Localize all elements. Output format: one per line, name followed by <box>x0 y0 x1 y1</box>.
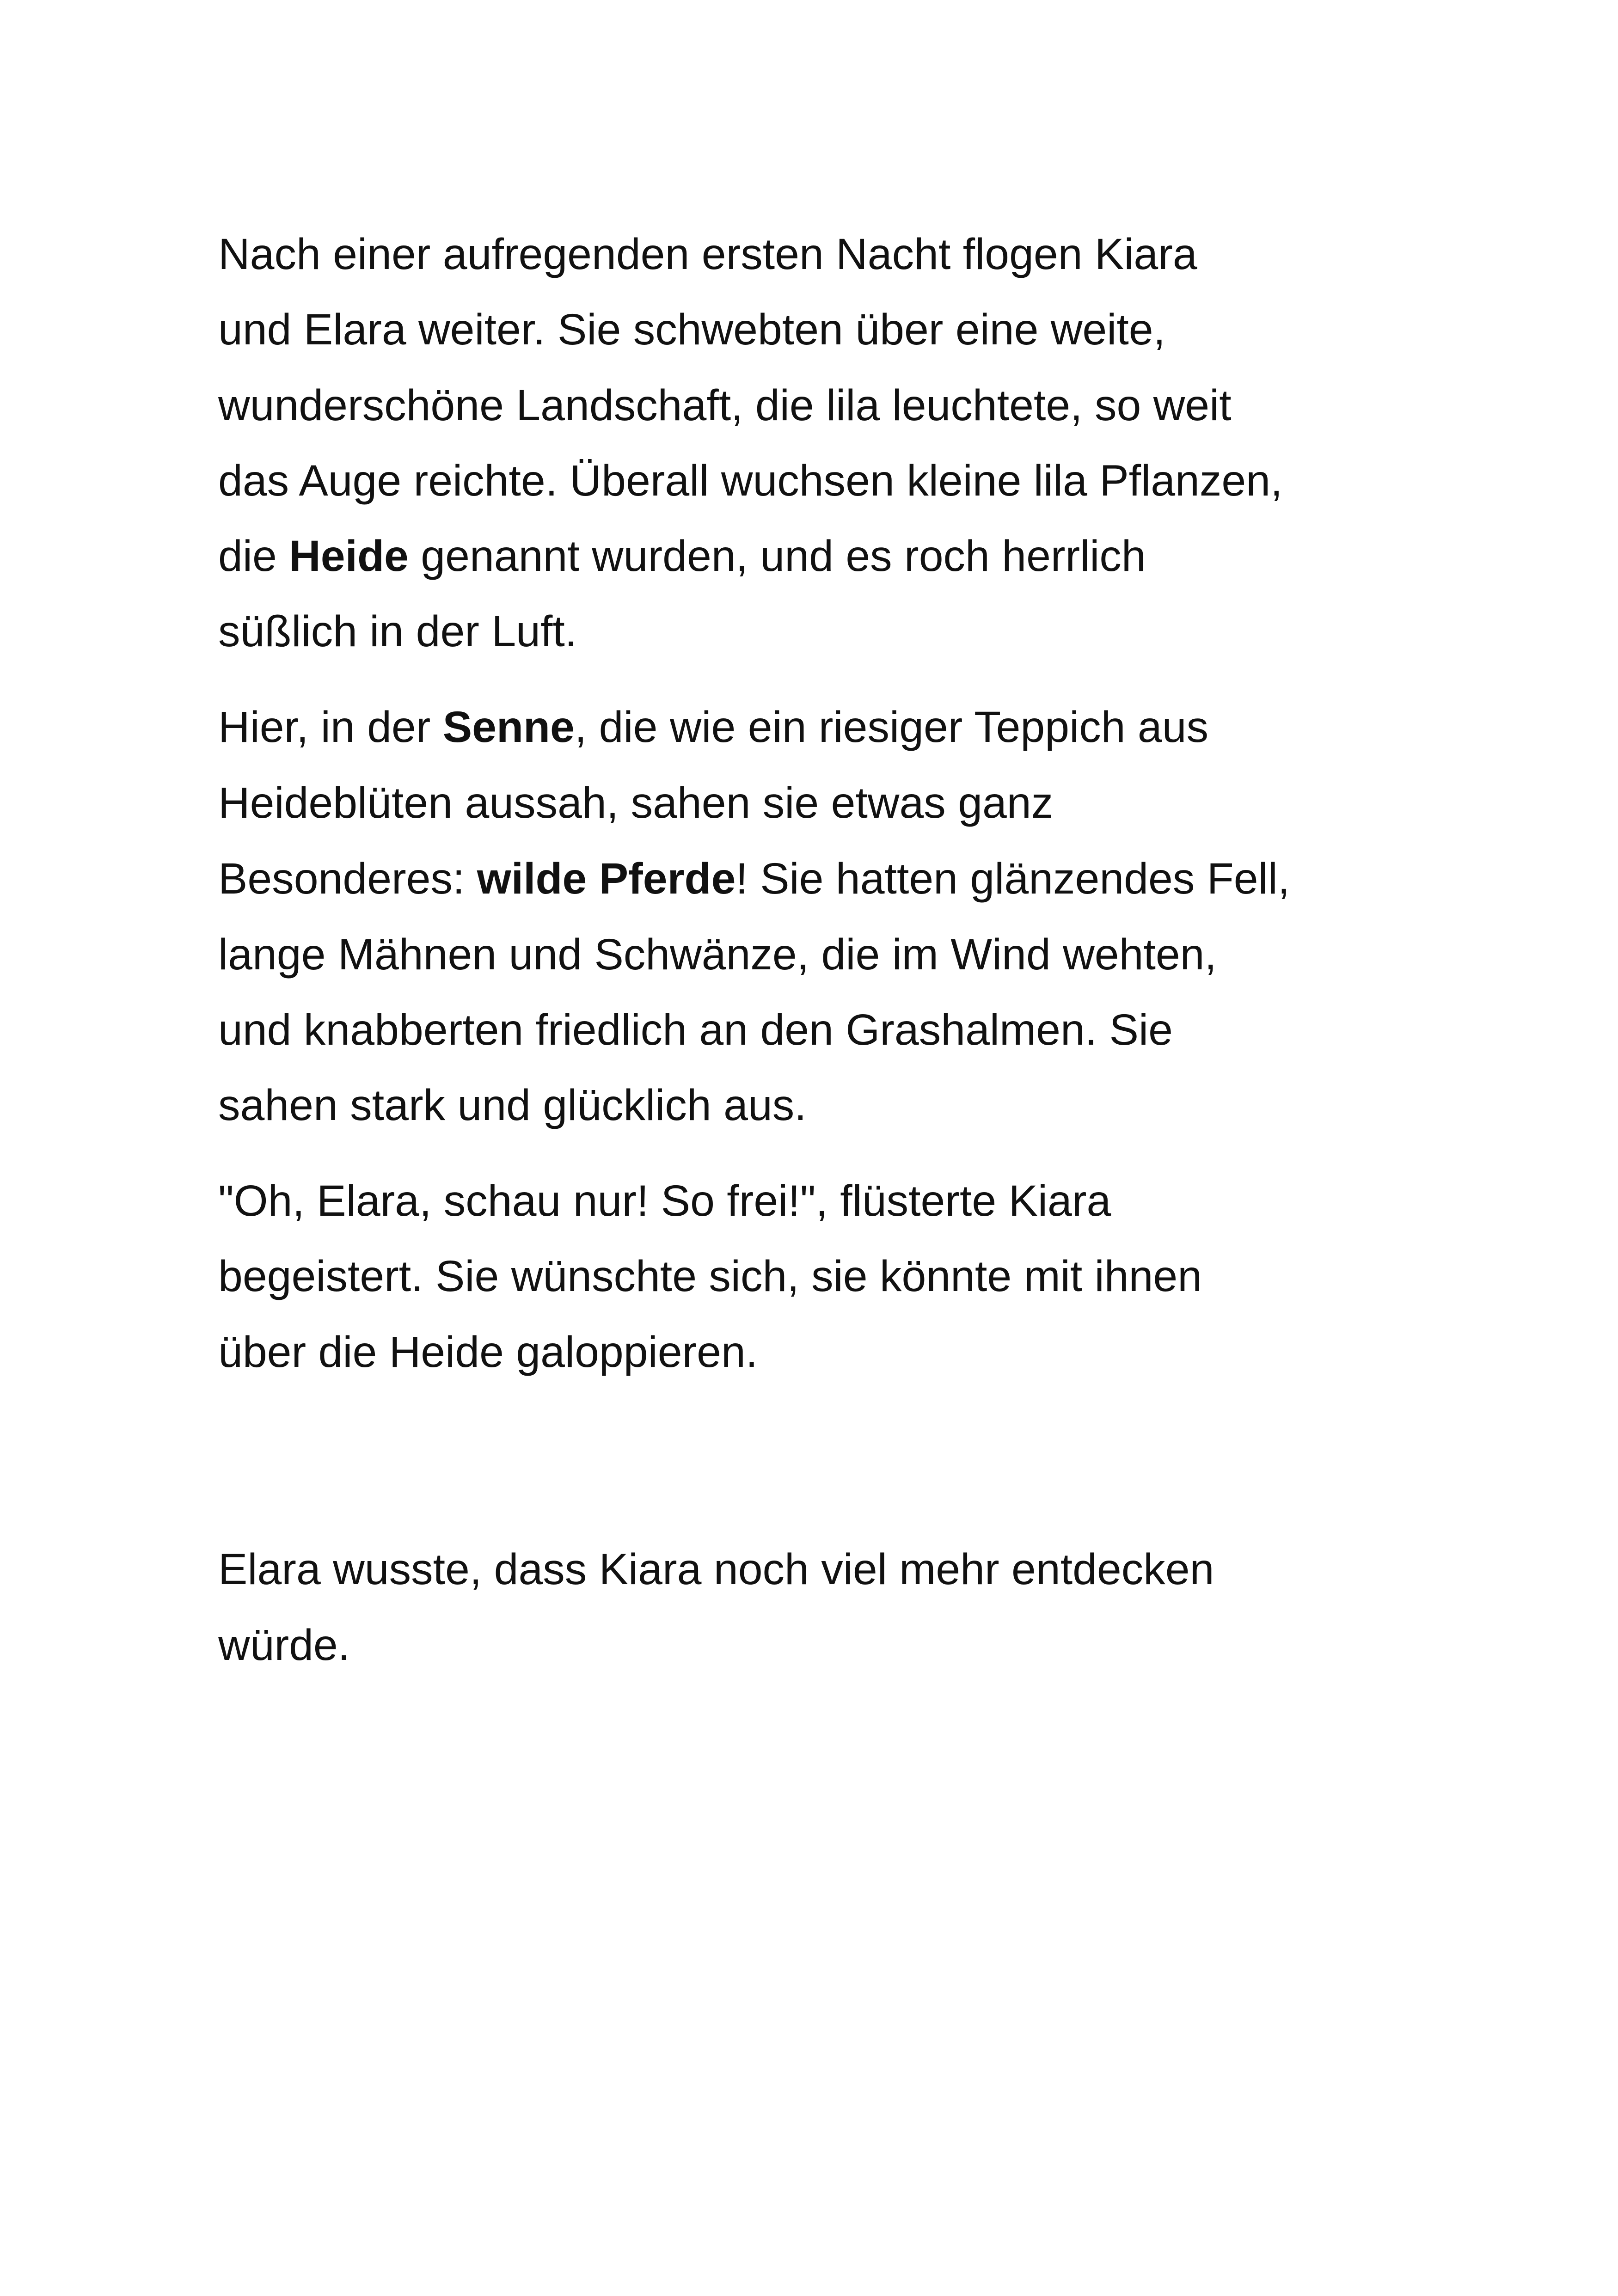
text-segment: ! Sie hatten glänzendes Fell, <box>735 854 1290 903</box>
paragraph-2-line-5: und knabberten friedlich an den Grashalmen. Sie <box>218 1005 1173 1054</box>
paragraph-1-line-3: wunderschöne Landschaft, die lila leuchtete, so weit <box>218 381 1232 430</box>
paragraph-3-line-2: begeistert. Sie wünschte sich, sie könnte mit ihnen <box>218 1252 1202 1301</box>
paragraph-3-line-1: "Oh, Elara, schau nur! So frei!", flüsterte Kiara <box>218 1176 1111 1225</box>
paragraph-1-line-5 <box>218 526 1146 586</box>
text-segment: genannt wurden, und es roch herrlich <box>408 532 1146 581</box>
bold-term-senne: Senne <box>442 703 575 752</box>
paragraph-1-line-2: und Elara weiter. Sie schwebten über eine weite, <box>218 305 1165 354</box>
bold-term-heide: Heide <box>289 532 409 581</box>
text-segment: , die wie ein riesiger Teppich aus <box>574 703 1209 752</box>
paragraph-1-line-1: Nach einer aufregenden ersten Nacht flogen Kiara <box>218 230 1197 279</box>
text-segment: Besonderes: <box>218 854 477 903</box>
paragraph-2-line-1 <box>218 697 1208 757</box>
text-segment: Hier, in der <box>218 703 443 752</box>
paragraph-1-line-4: das Auge reichte. Überall wuchsen kleine lila Pflanzen, <box>218 456 1283 505</box>
paragraph-4-line-2: würde. <box>218 1621 350 1670</box>
paragraph-2-line-3 <box>218 849 1290 909</box>
paragraph-2-line-4: lange Mähnen und Schwänze, die im Wind wehten, <box>218 930 1217 979</box>
text-segment: die <box>218 532 289 581</box>
paragraph-4-line-1: Elara wusste, dass Kiara noch viel mehr entdecken <box>218 1545 1214 1594</box>
paragraph-2-line-6: sahen stark und glücklich aus. <box>218 1081 807 1130</box>
paragraph-3-line-3: über die Heide galoppieren. <box>218 1328 758 1377</box>
paragraph-1-line-6: süßlich in der Luft. <box>218 607 577 656</box>
bold-term-wilde-pferde: wilde Pferde <box>477 854 736 903</box>
paragraph-2-line-2: Heideblüten aussah, sahen sie etwas ganz <box>218 778 1054 827</box>
